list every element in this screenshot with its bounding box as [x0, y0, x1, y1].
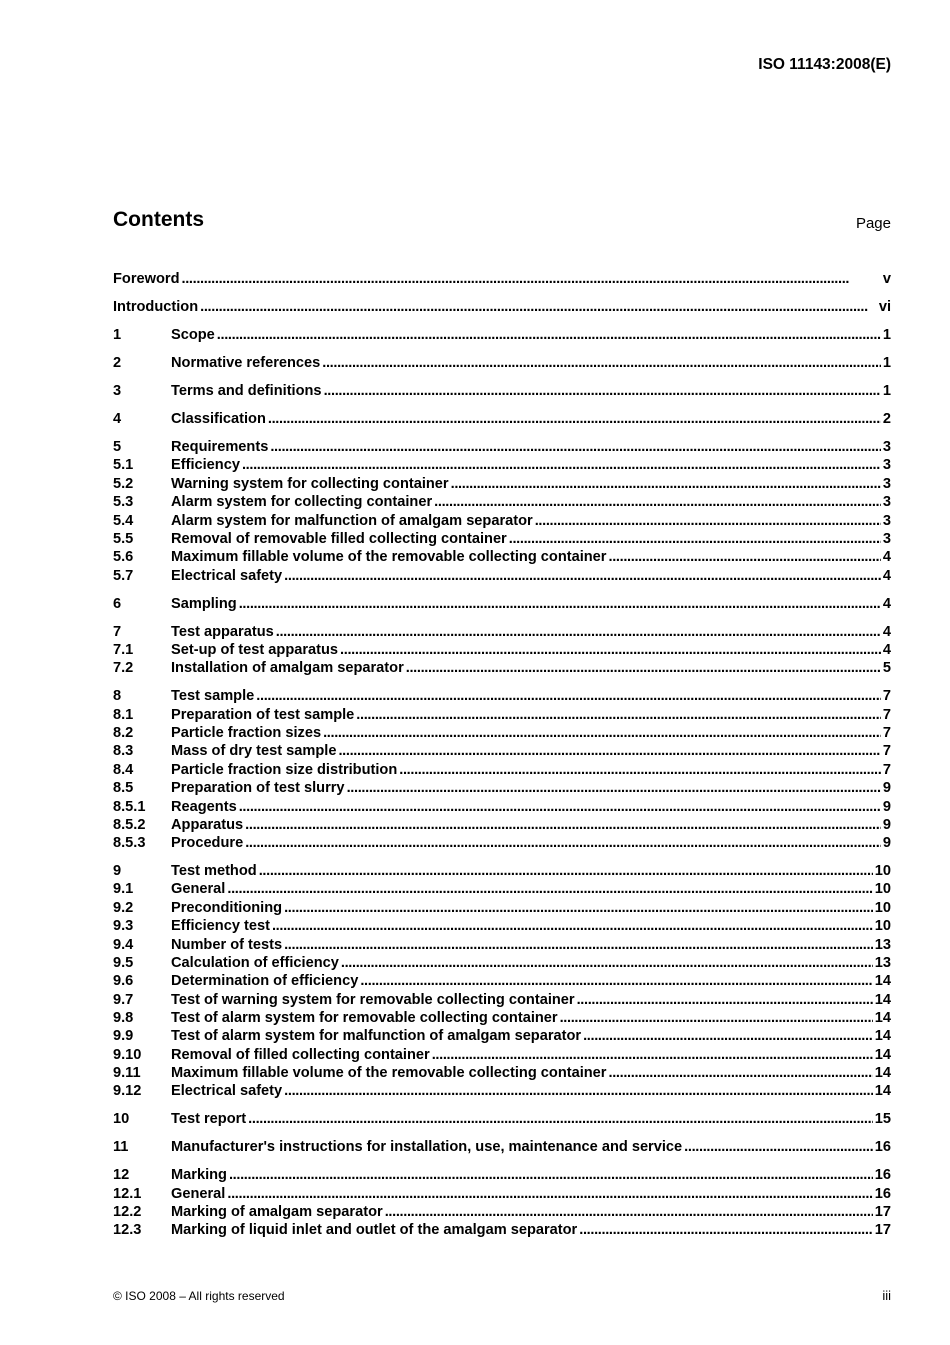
toc-entry-page: 7: [882, 762, 891, 778]
toc-entry-page: 10: [874, 863, 891, 879]
toc-entry-page: 2: [882, 411, 891, 427]
toc-entry-title: Classification: [171, 411, 266, 427]
toc-entry-title: Alarm system for collecting container: [171, 494, 433, 510]
toc-entry-title: Mass of dry test sample: [171, 743, 337, 759]
dot-leader: [432, 1046, 873, 1065]
toc-entry-page: 16: [874, 1139, 891, 1155]
toc-entry: [113, 326, 891, 345]
toc-entry-page: 14: [874, 1028, 891, 1044]
toc-entry-page: 4: [882, 549, 891, 565]
toc-entry: [113, 1046, 891, 1065]
toc-entry-number: 8.4: [113, 762, 134, 778]
toc-entry: [113, 761, 891, 780]
toc-entry: [113, 798, 891, 817]
toc-entry: [113, 862, 891, 881]
toc-entry-number: 7: [113, 624, 122, 640]
dot-leader: [340, 641, 881, 660]
toc-entry-title: Preconditioning: [171, 900, 283, 916]
toc-entry-title: Installation of amalgam separator: [171, 660, 404, 676]
toc-entry-number: 9: [113, 863, 122, 879]
dot-leader: [272, 917, 873, 936]
dot-leader: [259, 862, 873, 881]
dot-leader: [347, 779, 881, 798]
dot-leader: [227, 1185, 872, 1204]
toc-entry: [113, 270, 891, 289]
toc-entry: [113, 1110, 891, 1129]
toc-entry-page: 3: [882, 531, 891, 547]
toc-entry-page: 7: [882, 707, 891, 723]
toc-entry-title: Requirements: [171, 439, 269, 455]
toc-entry-page: 14: [874, 973, 891, 989]
toc-entry-title: Maximum fillable volume of the removable collecting container: [171, 549, 607, 565]
toc-entry-number: 8.5.3: [113, 835, 146, 851]
toc-entry-title: Manufacturer's instructions for installation, use, maintenance and service: [171, 1139, 683, 1155]
toc-entry-page: 10: [874, 881, 891, 897]
toc-entry-number: 5.7: [113, 568, 134, 584]
toc-entry-number: 9.7: [113, 992, 134, 1008]
dot-leader: [341, 954, 873, 973]
toc-entry-title: Maximum fillable volume of the removable collecting container: [171, 1065, 607, 1081]
toc-entry-page: 3: [882, 439, 891, 455]
dot-leader: [242, 456, 881, 475]
toc-entry-title: Test report: [171, 1111, 247, 1127]
toc-entry-page: 9: [882, 835, 891, 851]
toc-entry-title: Marking of liquid inlet and outlet of the amalgam separator: [171, 1222, 578, 1238]
toc-entry-title: General: [171, 1186, 226, 1202]
toc-entry: [113, 623, 891, 642]
toc-entry: [113, 1009, 891, 1028]
toc-entry: [113, 899, 891, 918]
toc-entry-title: General: [171, 881, 226, 897]
toc-entry-page: 1: [882, 327, 891, 343]
toc-entry-page: 4: [882, 624, 891, 640]
toc-entry-page: 14: [874, 1010, 891, 1026]
toc-entry: [113, 1185, 891, 1204]
toc-entry-page: 3: [882, 476, 891, 492]
toc-entry-number: 5.4: [113, 513, 134, 529]
toc-entry: [113, 475, 891, 494]
toc-entry-number: 7.2: [113, 660, 134, 676]
toc-entry-number: 9.1: [113, 881, 134, 897]
toc-entry-page: 3: [882, 457, 891, 473]
toc-entry-page: 7: [882, 725, 891, 741]
dot-leader: [276, 623, 881, 642]
toc-entry-number: 9.8: [113, 1010, 134, 1026]
page-number: iii: [882, 1288, 891, 1303]
toc-entry-page: 10: [874, 918, 891, 934]
toc-entry-number: 8: [113, 688, 122, 704]
toc-entry-page: 14: [874, 1083, 891, 1099]
toc-entry: [113, 779, 891, 798]
toc-entry-number: 8.3: [113, 743, 134, 759]
toc-entry-number: 5.2: [113, 476, 134, 492]
toc-entry-number: 12: [113, 1167, 130, 1183]
toc-entry: [113, 706, 891, 725]
toc-entry-number: 9.5: [113, 955, 134, 971]
dot-leader: [451, 475, 881, 494]
dot-leader: [535, 512, 881, 531]
toc-entry: [113, 354, 891, 373]
dot-leader: [560, 1009, 873, 1028]
toc-entry-title: Marking of amalgam separator: [171, 1204, 383, 1220]
dot-leader: [434, 493, 881, 512]
toc-entry: [113, 595, 891, 614]
toc-entry: [113, 742, 891, 761]
toc-entry-title: Test sample: [171, 688, 255, 704]
toc-entry-title: Test method: [171, 863, 257, 879]
dot-leader: [324, 382, 881, 401]
toc-entry-page: 14: [874, 1047, 891, 1063]
toc-entry-page: 16: [874, 1167, 891, 1183]
dot-leader: [256, 687, 881, 706]
toc-entry-title: Normative references: [171, 355, 321, 371]
toc-entry-title: Introduction: [113, 299, 199, 315]
toc-entry: [113, 834, 891, 853]
dot-leader: [239, 798, 881, 817]
page-column-label: Page: [855, 215, 891, 232]
dot-leader: [399, 761, 881, 780]
toc-entry-number: 8.5: [113, 780, 134, 796]
toc-entry-number: 12.1: [113, 1186, 142, 1202]
toc-entry-page: 3: [882, 494, 891, 510]
dot-leader: [583, 1027, 873, 1046]
toc-entry-page: 16: [874, 1186, 891, 1202]
toc-entry-page: 1: [882, 383, 891, 399]
toc-entry-number: 9.2: [113, 900, 134, 916]
toc-entry: [113, 816, 891, 835]
toc-entry-title: Particle fraction sizes: [171, 725, 322, 741]
dot-leader: [360, 972, 872, 991]
page-title: Contents: [113, 208, 204, 231]
toc-entry-title: Alarm system for malfunction of amalgam separator: [171, 513, 533, 529]
toc-entry-number: 9.9: [113, 1028, 134, 1044]
toc-entry: [113, 1138, 891, 1157]
table-of-contents: [113, 0, 891, 1345]
toc-entry: [113, 641, 891, 660]
toc-entry-page: 9: [882, 817, 891, 833]
toc-entry: [113, 382, 891, 401]
toc-entry-page: 4: [882, 642, 891, 658]
dot-leader: [579, 1221, 873, 1240]
dot-leader: [270, 438, 881, 457]
toc-entry: [113, 548, 891, 567]
toc-entry-number: 7.1: [113, 642, 134, 658]
dot-leader: [322, 354, 881, 373]
toc-entry-number: 2: [113, 355, 122, 371]
toc-entry-number: 1: [113, 327, 122, 343]
toc-entry-number: 12.3: [113, 1222, 142, 1238]
toc-entry-page: 10: [874, 900, 891, 916]
toc-entry-title: Efficiency: [171, 457, 240, 473]
toc-entry: [113, 1064, 891, 1083]
toc-entry-title: Reagents: [171, 799, 237, 815]
toc-entry: [113, 456, 891, 475]
dot-leader: [227, 880, 872, 899]
toc-entry-number: 9.6: [113, 973, 134, 989]
toc-entry-title: Test of alarm system for removable collecting container: [171, 1010, 558, 1026]
copyright-notice: © ISO 2008 – All rights reserved: [113, 1289, 285, 1303]
toc-entry-page: 13: [874, 955, 891, 971]
toc-entry-page: 9: [882, 799, 891, 815]
toc-entry-title: Number of tests: [171, 937, 283, 953]
toc-entry: [113, 1082, 891, 1101]
toc-entry-title: Scope: [171, 327, 215, 343]
dot-leader: [385, 1203, 873, 1222]
toc-entry-title: Set-up of test apparatus: [171, 642, 339, 658]
toc-entry: [113, 991, 891, 1010]
toc-entry-title: Warning system for collecting container: [171, 476, 449, 492]
dot-leader: [217, 326, 881, 345]
dot-leader: [284, 899, 873, 918]
toc-entry: [113, 410, 891, 429]
toc-entry-number: 5.1: [113, 457, 134, 473]
dot-leader: [268, 410, 881, 429]
toc-entry-page: 14: [874, 1065, 891, 1081]
dot-leader: [608, 548, 880, 567]
dot-leader: [608, 1064, 872, 1083]
toc-entry-title: Electrical safety: [171, 1083, 283, 1099]
toc-entry-number: 4: [113, 411, 122, 427]
toc-entry-page: 13: [874, 937, 891, 953]
dot-leader: [284, 936, 873, 955]
toc-entry-number: 9.4: [113, 937, 134, 953]
toc-entry: [113, 512, 891, 531]
dot-leader: [284, 1082, 873, 1101]
toc-entry: [113, 1166, 891, 1185]
toc-entry: [113, 936, 891, 955]
toc-entry-title: Test of warning system for removable collecting container: [171, 992, 575, 1008]
toc-entry-title: Marking: [171, 1167, 227, 1183]
toc-entry-title: Sampling: [171, 596, 237, 612]
toc-entry: [113, 880, 891, 899]
toc-entry-page: 4: [882, 568, 891, 584]
toc-entry-number: 8.1: [113, 707, 134, 723]
dot-leader: [684, 1138, 873, 1157]
toc-entry-title: Efficiency test: [171, 918, 270, 934]
dot-leader: [229, 1166, 873, 1185]
toc-entry-number: 3: [113, 383, 122, 399]
toc-entry-title: Apparatus: [171, 817, 244, 833]
toc-entry-page: 14: [874, 992, 891, 1008]
toc-entry: [113, 493, 891, 512]
toc-entry: [113, 972, 891, 991]
toc-entry: [113, 917, 891, 936]
toc-entry: [113, 1027, 891, 1046]
toc-entry-number: 9.3: [113, 918, 134, 934]
toc-entry-page: v: [882, 271, 891, 287]
toc-entry-title: Electrical safety: [171, 568, 283, 584]
dot-leader: [248, 1110, 873, 1129]
toc-entry-title: Determination of efficiency: [171, 973, 359, 989]
toc-entry-page: 9: [882, 780, 891, 796]
toc-entry-title: Particle fraction size distribution: [171, 762, 398, 778]
toc-entry-title: Terms and definitions: [171, 383, 322, 399]
toc-entry-number: 8.5.1: [113, 799, 146, 815]
toc-entry: [113, 1221, 891, 1240]
document-code: ISO 11143:2008(E): [758, 56, 891, 73]
dot-leader: [181, 270, 880, 289]
toc-entry-number: 5.5: [113, 531, 134, 547]
toc-entry-page: 4: [882, 596, 891, 612]
toc-entry-page: 15: [874, 1111, 891, 1127]
toc-entry: [113, 1203, 891, 1222]
toc-entry-number: 10: [113, 1111, 130, 1127]
toc-entry-title: Procedure: [171, 835, 244, 851]
toc-entry: [113, 954, 891, 973]
toc-entry-page: 17: [874, 1204, 891, 1220]
toc-entry: [113, 298, 891, 317]
dot-leader: [323, 724, 881, 743]
dot-leader: [245, 816, 881, 835]
dot-leader: [200, 298, 877, 317]
toc-entry: [113, 530, 891, 549]
toc-entry-number: 9.11: [113, 1065, 141, 1081]
toc-entry-page: 7: [882, 743, 891, 759]
toc-entry: [113, 438, 891, 457]
toc-entry-number: 12.2: [113, 1204, 142, 1220]
dot-leader: [338, 742, 880, 761]
toc-entry-page: 3: [882, 513, 891, 529]
dot-leader: [509, 530, 881, 549]
toc-entry-page: vi: [878, 299, 891, 315]
toc-entry-number: 9.12: [113, 1083, 142, 1099]
toc-entry-page: 1: [882, 355, 891, 371]
toc-entry-title: Foreword: [113, 271, 180, 287]
toc-entry-title: Test apparatus: [171, 624, 274, 640]
toc-entry-title: Calculation of efficiency: [171, 955, 339, 971]
dot-leader: [284, 567, 881, 586]
toc-entry-number: 6: [113, 596, 122, 612]
toc-entry-number: 8.2: [113, 725, 134, 741]
toc-entry: [113, 659, 891, 678]
dot-leader: [245, 834, 881, 853]
toc-entry-title: Preparation of test sample: [171, 707, 355, 723]
toc-entry-title: Removal of removable filled collecting container: [171, 531, 507, 547]
dot-leader: [406, 659, 881, 678]
toc-entry-number: 5: [113, 439, 122, 455]
toc-entry-page: 5: [882, 660, 891, 676]
dot-leader: [356, 706, 881, 725]
toc-entry-number: 5.6: [113, 549, 134, 565]
toc-entry-title: Preparation of test slurry: [171, 780, 345, 796]
dot-leader: [239, 595, 881, 614]
toc-entry-title: Test of alarm system for malfunction of amalgam separator: [171, 1028, 582, 1044]
toc-entry-number: 8.5.2: [113, 817, 146, 833]
toc-entry-number: 11: [113, 1139, 129, 1155]
toc-entry-number: 9.10: [113, 1047, 142, 1063]
toc-entry-title: Removal of filled collecting container: [171, 1047, 430, 1063]
toc-entry: [113, 567, 891, 586]
toc-entry-number: 5.3: [113, 494, 134, 510]
toc-entry: [113, 724, 891, 743]
toc-entry-page: 7: [882, 688, 891, 704]
toc-entry-page: 17: [874, 1222, 891, 1238]
dot-leader: [577, 991, 873, 1010]
toc-entry: [113, 687, 891, 706]
